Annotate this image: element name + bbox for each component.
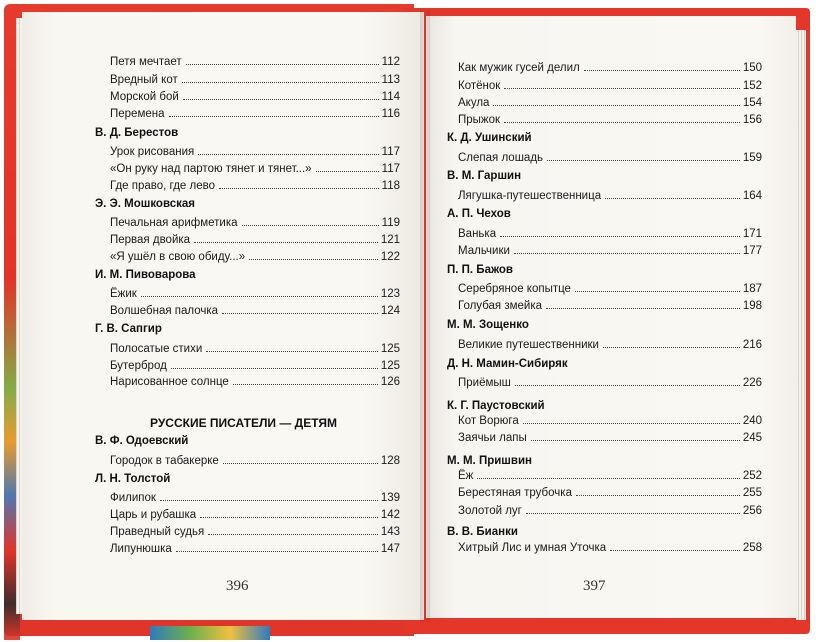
toc-author-heading: В. Ф. Одоевский <box>95 435 189 447</box>
dot-leader <box>504 88 740 89</box>
toc-entry-page: 187 <box>742 283 762 295</box>
toc-entry-title: Нарисованное солнце <box>110 376 229 388</box>
toc-author-heading: В. М. Гаршин <box>447 170 522 182</box>
toc-entry-title: Ёжик <box>110 288 137 300</box>
toc-entry <box>110 163 400 175</box>
toc-entry-title: Ванька <box>458 228 497 240</box>
toc-entry-title: Городок в табакерке <box>110 455 219 467</box>
toc-author-heading: Д. Н. Мамин-Сибиряк <box>447 358 568 370</box>
toc-entry <box>110 91 400 103</box>
toc-entry <box>458 228 762 240</box>
toc-entry-page: 154 <box>742 97 762 109</box>
toc-entry-page: 121 <box>380 234 400 246</box>
toc-entry-page: 123 <box>380 288 400 300</box>
toc-entry <box>458 470 762 482</box>
toc-entry <box>458 80 762 92</box>
toc-entry-page: 117 <box>381 163 400 175</box>
toc-entry-page: 119 <box>381 217 400 229</box>
toc-entry <box>110 74 400 86</box>
toc-entry-page: 240 <box>742 415 762 427</box>
dot-leader <box>219 188 379 189</box>
toc-entry <box>110 288 400 300</box>
toc-entry-title: Вредный кот <box>110 74 178 86</box>
dot-leader <box>242 225 379 226</box>
dot-leader <box>546 308 740 309</box>
dot-leader <box>610 550 740 551</box>
toc-entry-title: Липунюшка <box>110 543 172 555</box>
toc-entry-title: Лягушка-путешественница <box>458 190 602 202</box>
cover-illustration-bottom <box>150 626 270 640</box>
page-number-left: 396 <box>226 578 249 594</box>
dot-leader <box>477 478 739 479</box>
dot-leader <box>500 236 740 237</box>
toc-entry <box>110 376 400 388</box>
toc-entry-title: Мальчики <box>458 245 510 257</box>
toc-entry-title: Прыжок <box>458 114 501 126</box>
toc-entry-title: «Я ушёл в свою обиду...» <box>110 251 246 263</box>
toc-entry-title: Голубая змейка <box>458 300 543 312</box>
dot-leader <box>176 551 378 552</box>
toc-entry-page: 114 <box>381 91 400 103</box>
toc-entry-title: Как мужик гусей делил <box>458 62 580 74</box>
toc-author-heading: И. М. Пивоварова <box>95 269 196 281</box>
toc-entry-title: Приёмыш <box>458 377 511 389</box>
dot-leader <box>514 253 740 254</box>
toc-entry <box>110 509 400 521</box>
toc-entry-page: 164 <box>742 190 762 202</box>
toc-entry-page: 116 <box>381 108 400 120</box>
toc-entry-page: 216 <box>742 339 762 351</box>
dot-leader <box>141 296 378 297</box>
toc-entry <box>458 62 762 74</box>
toc-entry-page: 117 <box>381 146 400 158</box>
toc-entry-title: Где право, где лево <box>110 180 216 192</box>
toc-entry-title: Серебряное копытце <box>458 283 571 295</box>
toc-author-heading: П. П. Бажов <box>447 264 513 276</box>
dot-leader <box>208 534 378 535</box>
toc-entry-page: 152 <box>742 80 762 92</box>
toc-entry-page: 255 <box>742 487 762 499</box>
toc-entry-page: 126 <box>380 376 400 388</box>
dot-leader <box>183 99 379 100</box>
dot-leader <box>194 242 378 243</box>
toc-entry-title: Золотой луг <box>458 505 522 517</box>
dot-leader <box>531 440 740 441</box>
toc-author-heading: Л. Н. Толстой <box>95 473 171 485</box>
toc-entry-page: 171 <box>742 228 762 240</box>
toc-entry-title: Заячьи лапы <box>458 432 527 444</box>
toc-entry-page: 128 <box>380 455 400 467</box>
toc-entry <box>458 152 762 164</box>
toc-entry <box>458 114 762 126</box>
toc-author-heading: Г. В. Сапгир <box>95 323 162 335</box>
toc-entry <box>110 234 400 246</box>
toc-entry <box>458 245 762 257</box>
toc-entry <box>110 305 400 317</box>
toc-entry-title: Великие путешественники <box>458 339 599 351</box>
toc-entry <box>458 190 762 202</box>
toc-entry-title: Морской бой <box>110 91 179 103</box>
toc-entry <box>458 339 762 351</box>
toc-author-heading: М. М. Зощенко <box>447 319 529 331</box>
dot-leader <box>547 160 740 161</box>
toc-entry-page: 198 <box>742 300 762 312</box>
toc-entry <box>110 543 400 555</box>
toc-entry <box>110 526 400 538</box>
toc-entry-page: 226 <box>742 377 762 389</box>
toc-entry-page: 177 <box>742 245 762 257</box>
dot-leader <box>186 64 379 65</box>
toc-entry-title: Перемена <box>110 108 165 120</box>
dot-leader <box>222 313 378 314</box>
toc-entry <box>458 300 762 312</box>
dot-leader <box>200 517 378 518</box>
toc-entry-page: 125 <box>380 360 400 372</box>
toc-entry-title: Печальная арифметика <box>110 217 238 229</box>
toc-entry-title: Урок рисования <box>110 146 195 158</box>
toc-entry-page: 125 <box>380 343 400 355</box>
dot-leader <box>171 368 378 369</box>
toc-entry-title: Акула <box>458 97 490 109</box>
toc-entry-page: 142 <box>380 509 400 521</box>
toc-section-heading: РУССКИЕ ПИСАТЕЛИ — ДЕТЯМ <box>150 416 338 430</box>
toc-entry-title: Ёж <box>458 470 474 482</box>
toc-entry <box>110 56 400 68</box>
toc-entry-page: 118 <box>381 180 400 192</box>
toc-entry-page: 245 <box>742 432 762 444</box>
book-gutter <box>420 10 430 622</box>
dot-leader <box>504 122 740 123</box>
toc-entry-title: Петя мечтает <box>110 56 182 68</box>
dot-leader <box>223 463 378 464</box>
dot-leader <box>605 198 740 199</box>
toc-entry <box>110 217 400 229</box>
toc-author-heading: М. М. Пришвин <box>447 455 532 467</box>
toc-entry <box>458 505 762 517</box>
toc-author-heading: В. В. Бианки <box>447 526 518 538</box>
toc-entry-title: Первая двойка <box>110 234 191 246</box>
toc-author-heading: К. Г. Паустовский <box>447 400 545 412</box>
toc-entry-page: 113 <box>381 74 400 86</box>
toc-entry <box>110 108 400 120</box>
dot-leader <box>169 116 379 117</box>
dot-leader <box>526 513 740 514</box>
page-stack-right <box>796 30 806 620</box>
toc-entry-page: 258 <box>742 542 762 554</box>
toc-entry <box>458 487 762 499</box>
toc-entry <box>458 283 762 295</box>
toc-entry-title: «Он руку над партою тянет и тянет...» <box>110 163 312 175</box>
toc-entry-title: Полосатые стихи <box>110 343 203 355</box>
toc-entry-title: Котёнок <box>458 80 501 92</box>
toc-entry <box>110 180 400 192</box>
toc-author-heading: Э. Э. Мошковская <box>95 198 196 210</box>
toc-entry-page: 252 <box>742 470 762 482</box>
toc-entry-page: 112 <box>381 56 400 68</box>
dot-leader <box>316 171 379 172</box>
toc-entry-title: Берестяная трубочка <box>458 487 572 499</box>
dot-leader <box>584 70 740 71</box>
toc-entry-page: 124 <box>380 305 400 317</box>
toc-entry-page: 147 <box>380 543 400 555</box>
toc-entry-page: 122 <box>380 251 400 263</box>
dot-leader <box>576 495 740 496</box>
toc-entry-title: Царь и рубашка <box>110 509 197 521</box>
toc-entry-title: Праведный судья <box>110 526 205 538</box>
toc-entry <box>110 455 400 467</box>
page-number-right: 397 <box>583 578 606 594</box>
toc-entry-page: 256 <box>742 505 762 517</box>
toc-author-heading: К. Д. Ушинский <box>447 132 532 144</box>
dot-leader <box>249 259 378 260</box>
dot-leader <box>603 347 740 348</box>
toc-entry-title: Бутерброд <box>110 360 167 372</box>
toc-entry-title: Филипок <box>110 492 156 504</box>
toc-entry <box>110 146 400 158</box>
dot-leader <box>206 351 378 352</box>
dot-leader <box>233 384 378 385</box>
dot-leader <box>515 385 740 386</box>
toc-entry-title: Волшебная палочка <box>110 305 219 317</box>
toc-entry-page: 139 <box>380 492 400 504</box>
dot-leader <box>182 82 379 83</box>
toc-entry-page: 143 <box>380 526 400 538</box>
toc-entry <box>110 251 400 263</box>
toc-author-heading: В. Д. Берестов <box>95 127 179 139</box>
dot-leader <box>575 291 740 292</box>
toc-entry <box>458 542 762 554</box>
toc-entry-title: Хитрый Лис и умная Уточка <box>458 542 607 554</box>
toc-entry <box>110 360 400 372</box>
toc-entry-page: 156 <box>742 114 762 126</box>
dot-leader <box>523 423 740 424</box>
toc-entry-page: 150 <box>742 62 762 74</box>
toc-entry-title: Слепая лошадь <box>458 152 544 164</box>
toc-author-heading: А. П. Чехов <box>447 208 511 220</box>
toc-entry-page: 159 <box>742 152 762 164</box>
toc-entry <box>458 415 762 427</box>
toc-entry <box>458 377 762 389</box>
toc-entry <box>110 343 400 355</box>
toc-entry <box>458 97 762 109</box>
dot-leader <box>160 500 378 501</box>
toc-entry-title: Кот Ворюга <box>458 415 519 427</box>
toc-entry <box>110 492 400 504</box>
dot-leader <box>493 105 739 106</box>
toc-entry <box>458 432 762 444</box>
dot-leader <box>198 154 378 155</box>
